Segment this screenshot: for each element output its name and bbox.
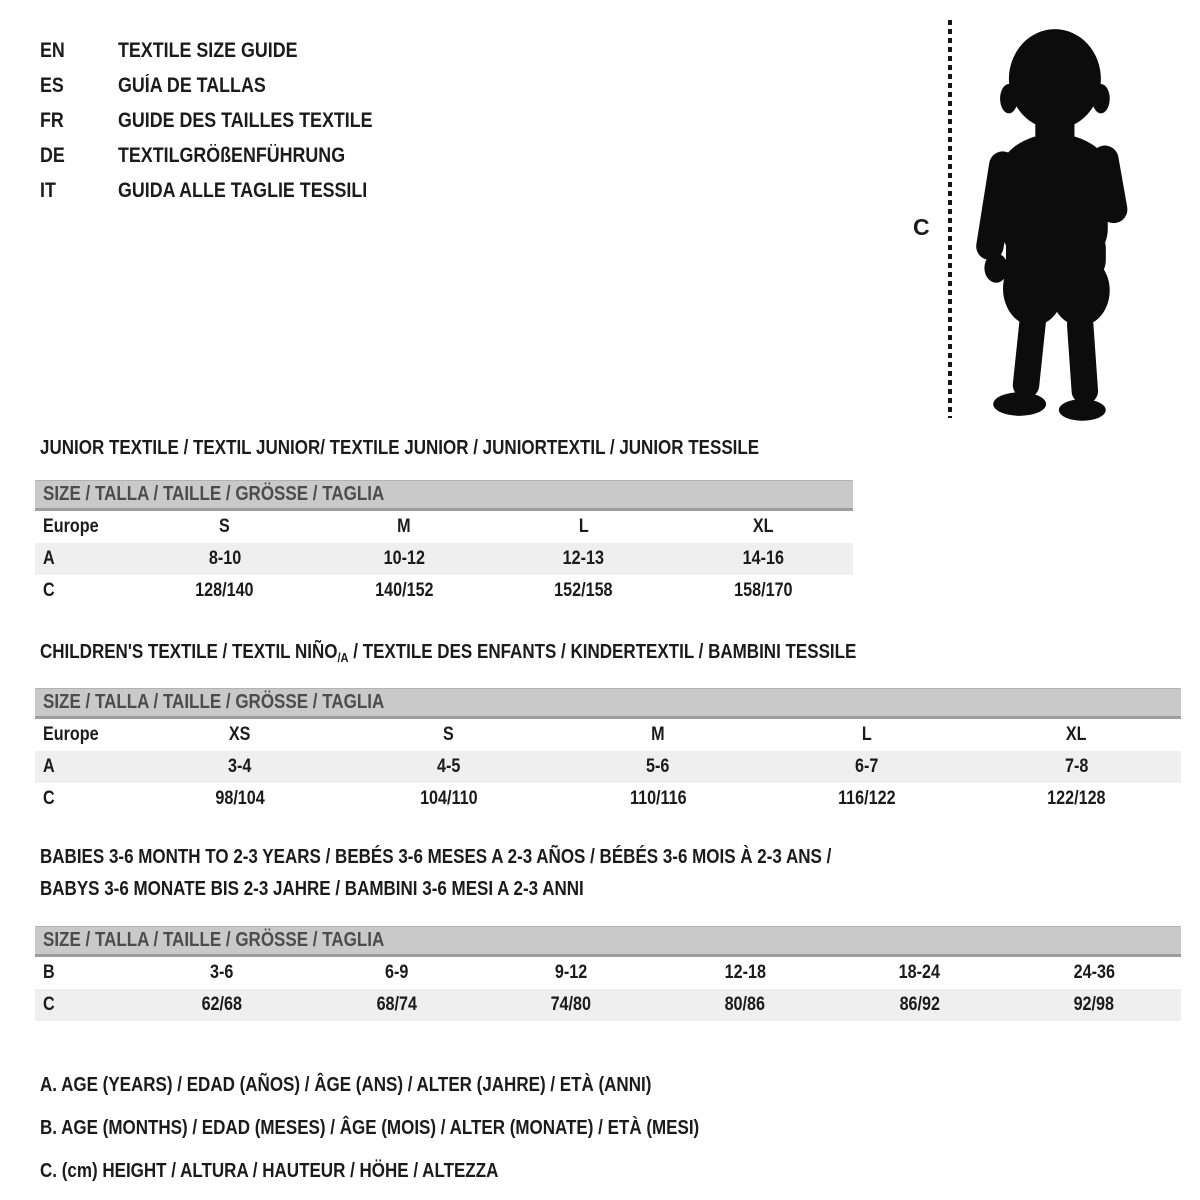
col-header: L	[862, 724, 873, 745]
col-header: L	[578, 516, 589, 537]
cell: 158/170	[734, 580, 793, 601]
cell: 122/128	[1047, 788, 1106, 809]
cell: 86/92	[899, 994, 940, 1015]
cell: 140/152	[375, 580, 434, 601]
cell: 10-12	[383, 548, 425, 569]
cell: 14-16	[742, 548, 784, 569]
measurement-legend	[40, 1064, 816, 1193]
col-header: M	[651, 724, 665, 745]
children-section-title: CHILDREN'S TEXTILE / TEXTIL $NIÑO_{/A}$ / TEXTILE DES ENFANTS / KINDERTEXTIL / BAMBINI TESSILE	[40, 641, 857, 665]
cell: 128/140	[195, 580, 254, 601]
legend-age-years: A. AGE (YEARS) / EDAD (AÑOS) / ÂGE (ANS) / ALTER (JAHRE) / ETÀ (ANNI)	[40, 1074, 652, 1096]
lang-code: IT	[40, 178, 56, 202]
lang-row-de	[40, 138, 417, 173]
lang-code: FR	[40, 108, 64, 132]
table-row-age-months	[35, 957, 1181, 989]
size-header-bar: SIZE / TALLA / TAILLE / GRÖSSE / TAGLIA	[35, 480, 853, 511]
lang-label: GUIDA ALLE TAGLIE TESSILI	[118, 178, 368, 202]
table-header-row	[35, 511, 853, 543]
cell: 116/122	[838, 788, 896, 809]
row-label: C	[43, 580, 55, 601]
toddler-silhouette-image	[957, 22, 1143, 422]
col-header: XL	[1066, 724, 1087, 745]
region-label: Europe	[43, 724, 99, 745]
cell: 8-10	[208, 548, 241, 569]
cell: 92/98	[1073, 994, 1115, 1015]
lang-row-fr	[40, 103, 417, 138]
table-row-age	[35, 543, 853, 575]
col-header: S	[443, 724, 455, 745]
col-header: XS	[228, 724, 251, 745]
cell: 12-18	[724, 962, 766, 983]
babies-section-title: BABIES 3-6 MONTH TO 2-3 YEARS / BEBÉS 3-6 MESES A 2-3 AÑOS / BÉBÉS 3-6 MOIS À 2-3 ANS / BABYS 3-6 MONATE BIS 2-3 JAHRE / BAMBINI 3-6 MESI A 2-3 ANNI	[40, 846, 832, 900]
legend-age-months: B. AGE (MONTHS) / EDAD (MESES) / ÂGE (MOIS) / ALTER (MONATE) / ETÀ (MESI)	[40, 1117, 700, 1139]
lang-row-en	[40, 33, 417, 68]
lang-label: GUIDE DES TAILLES TEXTILE	[118, 108, 373, 132]
junior-size-table	[35, 480, 853, 607]
lang-label: TEXTILGRÖßENFÜHRUNG	[118, 143, 346, 167]
col-header: S	[219, 516, 231, 537]
row-label: C	[43, 994, 55, 1015]
cell: 68/74	[376, 994, 417, 1015]
cell: 18-24	[898, 962, 941, 983]
size-header-bar: SIZE / TALLA / TAILLE / GRÖSSE / TAGLIA	[35, 926, 1181, 957]
height-dashed-line	[948, 20, 952, 418]
lang-code: DE	[40, 143, 65, 167]
junior-section-title: JUNIOR TEXTILE / TEXTIL JUNIOR/ TEXTILE JUNIOR / JUNIORTEXTIL / JUNIOR TESSILE	[40, 437, 760, 459]
row-label: C	[43, 788, 55, 809]
children-size-table	[35, 688, 1181, 815]
lang-code: ES	[40, 73, 64, 97]
cell: 152/158	[554, 580, 613, 601]
language-guide-list	[40, 33, 417, 208]
measure-c-label: C	[913, 214, 930, 240]
lang-code: EN	[40, 38, 65, 62]
legend-height-cm: C. (cm) HEIGHT / ALTURA / HAUTEUR / HÖHE / ALTEZZA	[40, 1160, 499, 1182]
row-label: A	[43, 756, 55, 777]
cell: 12-13	[563, 548, 605, 569]
col-header: M	[397, 516, 411, 537]
babies-size-table	[35, 926, 1181, 1021]
cell: 110/116	[629, 788, 687, 809]
cell: 80/86	[724, 994, 766, 1015]
cell: 104/110	[420, 788, 478, 809]
cell: 74/80	[550, 994, 592, 1015]
cell: 98/104	[214, 788, 265, 809]
table-row-height	[35, 783, 1181, 815]
cell: 6-7	[855, 756, 879, 777]
col-header: XL	[752, 516, 774, 537]
lang-label: GUÍA DE TALLAS	[118, 73, 266, 97]
cell: 4-5	[437, 756, 461, 777]
cell: 24-36	[1073, 962, 1115, 983]
cell: 7-8	[1064, 756, 1089, 777]
cell: 6-9	[384, 962, 409, 983]
region-label: Europe	[43, 516, 99, 537]
table-row-height	[35, 989, 1181, 1021]
table-row-age	[35, 751, 1181, 783]
lang-label: TEXTILE SIZE GUIDE	[118, 38, 298, 62]
cell: 62/68	[201, 994, 243, 1015]
lang-row-it	[40, 173, 417, 208]
table-row-height	[35, 575, 853, 607]
nino-a-subscript: /A	[337, 650, 349, 665]
cell: 3-4	[227, 756, 252, 777]
cell: 9-12	[554, 962, 587, 983]
size-header-bar: SIZE / TALLA / TAILLE / GRÖSSE / TAGLIA	[35, 688, 1181, 719]
table-header-row	[35, 719, 1181, 751]
row-label: B	[43, 962, 55, 983]
lang-row-es	[40, 68, 417, 103]
cell: 3-6	[210, 962, 234, 983]
row-label: A	[43, 548, 55, 569]
cell: 5-6	[646, 756, 670, 777]
height-measure-figure	[905, 16, 1165, 428]
